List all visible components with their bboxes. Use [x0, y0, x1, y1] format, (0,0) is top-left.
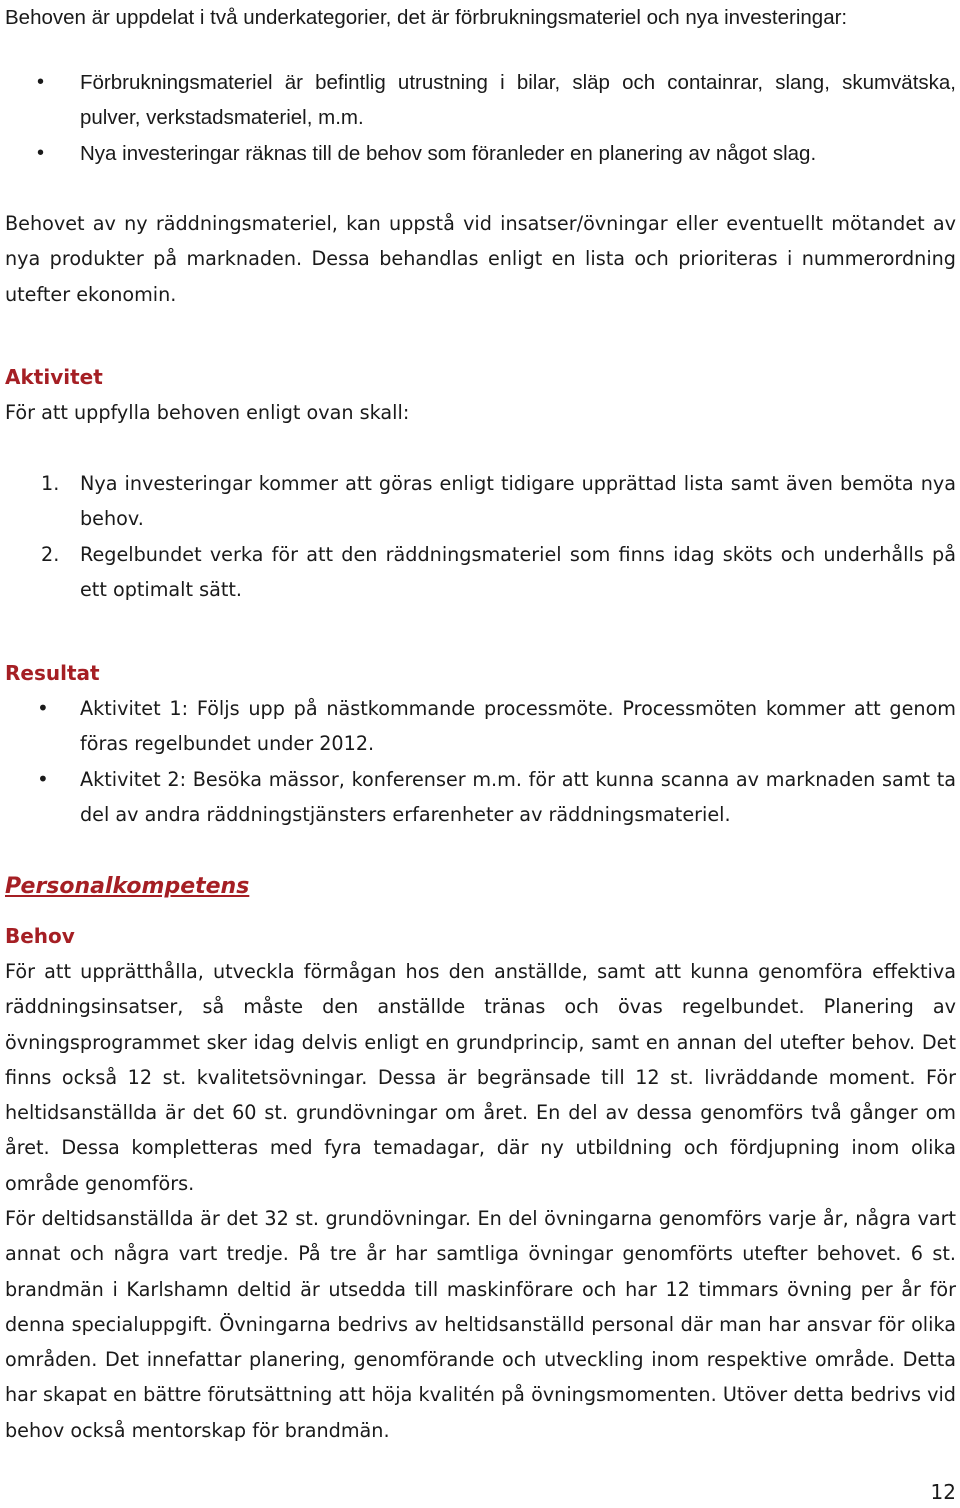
list-item: • Nya investeringar räknas till de behov som föranleder en planering av något slag. [0, 136, 956, 171]
bullet-icon: • [37, 766, 49, 791]
page-number: 12 [930, 1480, 956, 1504]
list-item: 1. Nya investeringar kommer att göras enligt tidigare upprättad lista samt även bemöta nya behov. [41, 472, 956, 531]
intro-bullet-list [0, 65, 956, 171]
bullet-icon: • [37, 141, 45, 164]
resultat-bullet-list [0, 691, 956, 832]
list-item: 2. Regelbundet verka för att den räddningsmateriel som finns idag sköts och underhålls på ett optimalt sätt. [41, 542, 956, 601]
personalkompetens-paragraph-1: För att upprätthålla, utveckla förmågan hos den anställde, samt att kunna genomföra effektiva räddningsinsatser, så måste den anställde tränas och övas regelbundet. Planering av övningsprogrammet sker idag delvis enligt en grundprincip, samt en annan del utefter behov. Det finns också 12 st. kvalitetsövningar. Dessa är begränsade till 12 st. livräddande moment. För heltidsanställda är det 60 st. grundövningar om året. En del av dessa genomförs två gånger om året. Dessa kompletteras med fyra temadagar, där ny utbildning och fördjupning inom olika område genomförs. [5, 960, 956, 1195]
aktivitet-numbered-list [0, 466, 956, 607]
behov-heading: Behov [5, 924, 75, 948]
aktivitet-heading: Aktivitet [5, 365, 103, 389]
resultat-heading: Resultat [5, 661, 100, 685]
behovet-paragraph: Behovet av ny räddningsmateriel, kan uppstå vid insatser/övningar eller eventuellt mötandet av nya produkter på marknaden. Dessa behandlas enligt en lista och prioriteras i nummerordning utefter ekonomin. [5, 212, 956, 306]
aktivitet-intro: För att uppfylla behoven enligt ovan skall: [5, 401, 410, 424]
personalkompetens-paragraph-2: För deltidsanställda är det 32 st. grundövningar. En del övningarna genomförs varje år, några vart annat och några vart tredje. På tre år har samtliga övningar genomförts utefter behovet. 6 st. brandmän i Karlshamn deltid är utsedda till maskinförare och har 12 timmars övning per år för denna specialuppgift. Övningarna bedrivs av heltidsanställd personal där man har ansvar för olika områden. Det innefattar planering, genomförande och utveckling inom respektive område. Detta har skapat en bättre förutsättning att höja kvalitén på övningsmomenten. Utöver detta bedrivs vid behov också mentorskap för brandmän. [5, 1207, 956, 1442]
intro-paragraph: Behoven är uppdelat i två underkategorier, det är förbrukningsmateriel och nya investeringar: [5, 6, 848, 29]
list-item: • Aktivitet 2: Besöka mässor, konferenser m.m. för att kunna scanna av marknaden samt ta del av andra räddningstjänsters erfarenheter av räddningsmateriel. [0, 762, 956, 833]
list-item: • Aktivitet 1: Följs upp på nästkommande processmöte. Processmöten kommer att genom föras regelbundet under 2012. [0, 691, 956, 762]
bullet-icon: • [37, 696, 49, 720]
bullet-icon: • [37, 71, 45, 93]
list-item: • Förbrukningsmateriel är befintlig utrustning i bilar, släp och containrar, slang, skumvätska, pulver, verkstadsmateriel, m.m. [0, 65, 956, 136]
personalkompetens-heading: Personalkompetens [5, 874, 250, 899]
